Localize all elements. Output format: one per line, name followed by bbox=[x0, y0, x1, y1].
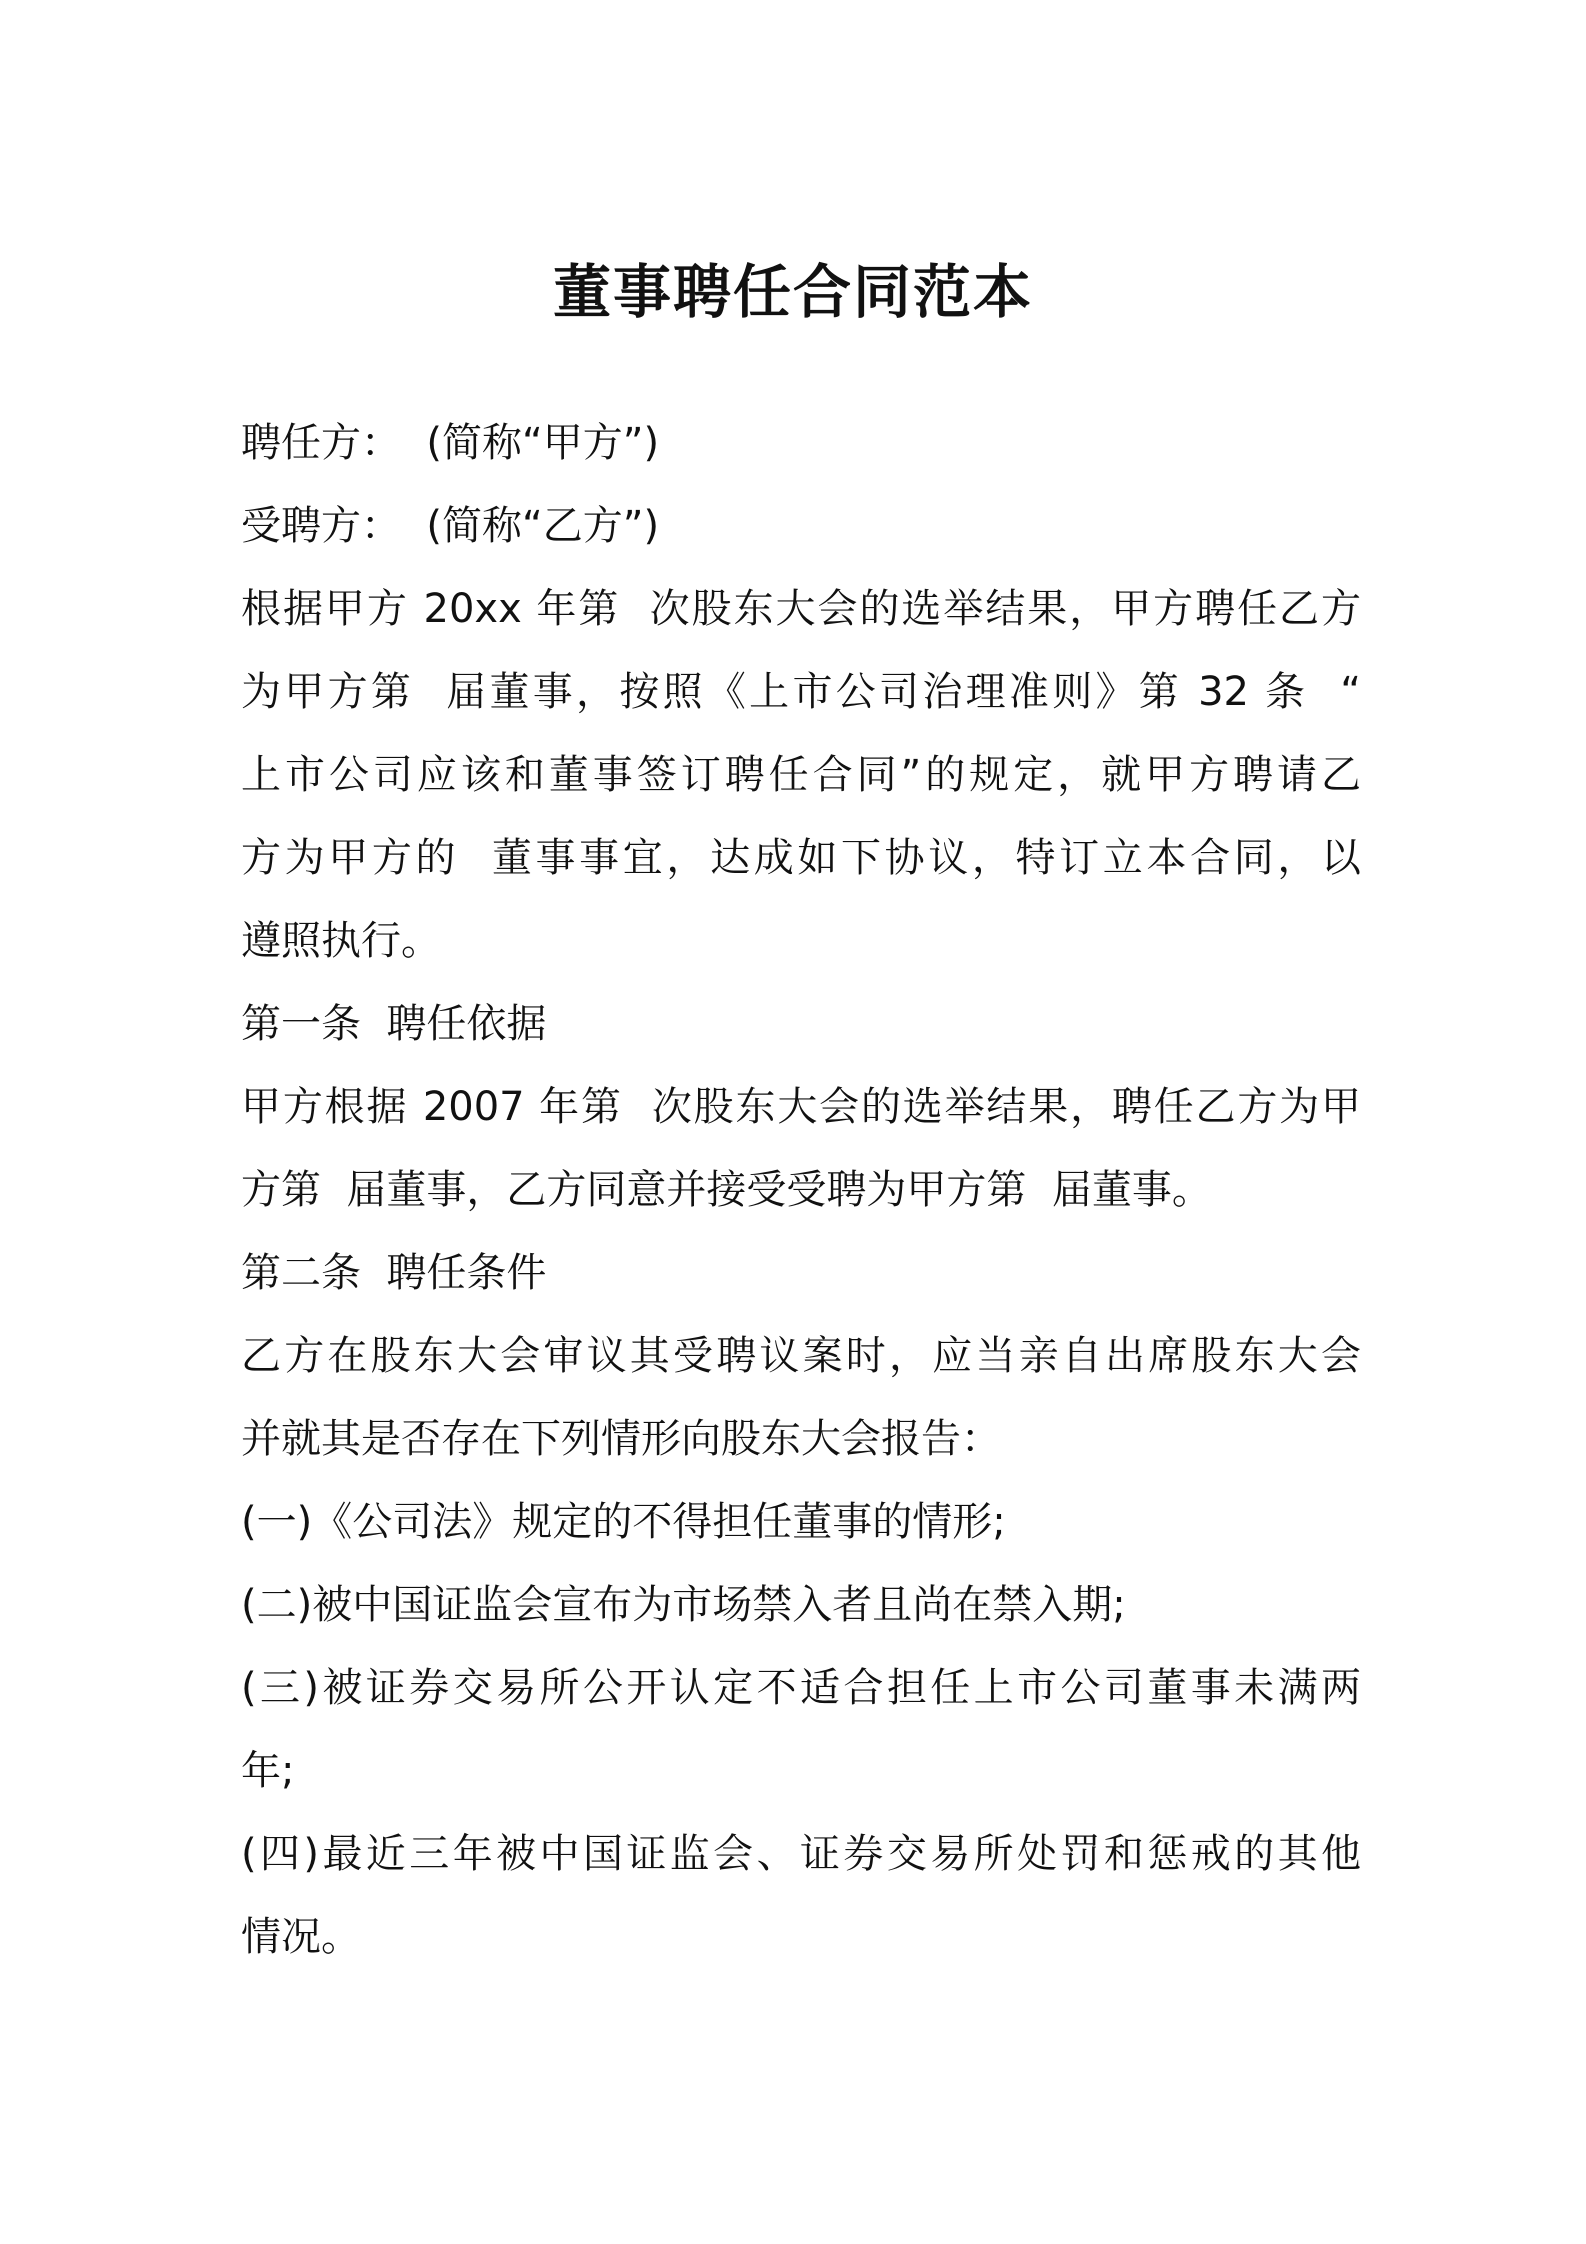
list-item: 情况。 bbox=[241, 1914, 361, 1960]
article-text-line: 并就其是否存在下列情形向股东大会报告： bbox=[241, 1416, 1001, 1462]
article-text-line: 方第 届董事，乙方同意并接受受聘为甲方第 届董事。 bbox=[241, 1167, 1212, 1213]
preamble-line: 根据甲方 20xx 年第 次股东大会的选举结果，甲方聘任乙方 bbox=[241, 586, 1361, 632]
article-heading: 第一条 聘任依据 bbox=[241, 1001, 547, 1047]
document-title: 董事聘任合同范本 bbox=[552, 258, 1033, 326]
article-heading: 第二条 聘任条件 bbox=[241, 1250, 547, 1296]
preamble-line: 为甲方第 届董事，按照《上市公司治理准则》第 32 条 “ bbox=[241, 669, 1361, 715]
article-text-line: 甲方根据 2007 年第 次股东大会的选举结果，聘任乙方为甲 bbox=[241, 1084, 1361, 1130]
party-b-line: 受聘方： (简称“乙方”) bbox=[241, 503, 660, 549]
list-item: (二)被中国证监会宣布为市场禁入者且尚在禁入期; bbox=[241, 1582, 1126, 1628]
document-body bbox=[241, 402, 1361, 1979]
preamble-line: 方为甲方的 董事事宜，达成如下协议，特订立本合同，以 bbox=[241, 835, 1361, 881]
preamble-line: 上市公司应该和董事签订聘任合同”的规定，就甲方聘请乙 bbox=[241, 752, 1361, 798]
list-item: (三)被证券交易所公开认定不适合担任上市公司董事未满两 bbox=[241, 1665, 1361, 1711]
list-item: (一)《公司法》规定的不得担任董事的情形; bbox=[241, 1499, 1006, 1545]
preamble-line: 遵照执行。 bbox=[241, 918, 441, 964]
list-item: 年; bbox=[241, 1748, 295, 1794]
list-item: (四)最近三年被中国证监会、证券交易所处罚和惩戒的其他 bbox=[241, 1831, 1361, 1877]
article-text-line: 乙方在股东大会审议其受聘议案时，应当亲自出席股东大会 bbox=[241, 1333, 1361, 1379]
party-a-line: 聘任方： (简称“甲方”) bbox=[241, 420, 660, 466]
